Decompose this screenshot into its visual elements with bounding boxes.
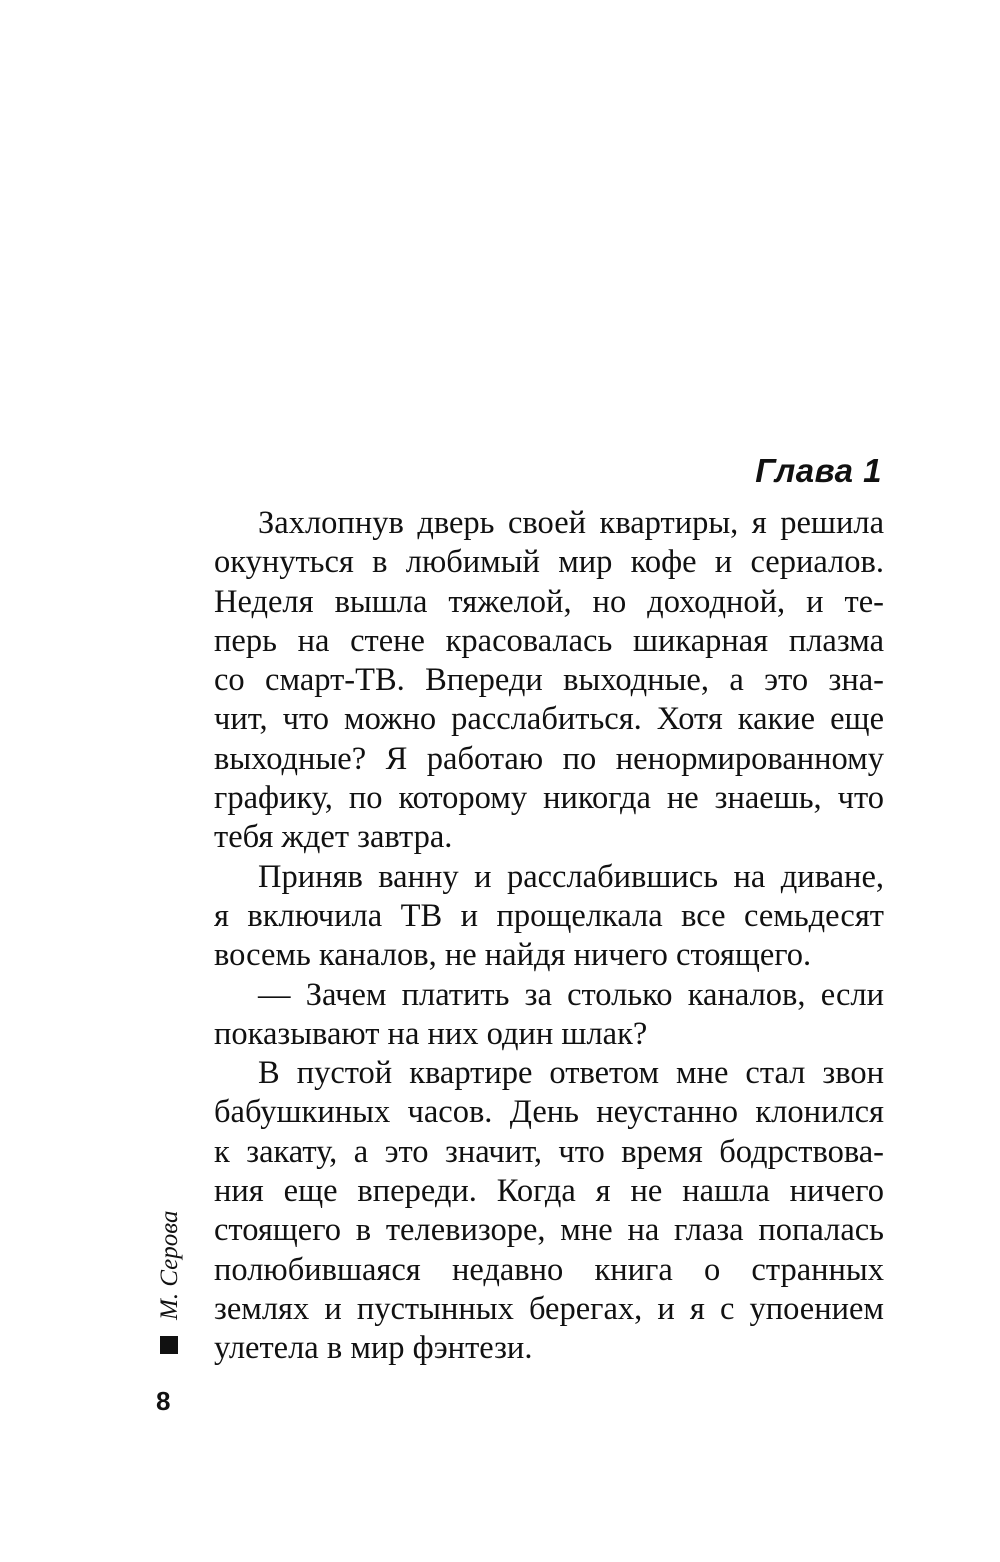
text-line: я включила ТВ и прощелкала все семьдесят (214, 897, 884, 934)
text-line: В пустой квартире ответом мне стал звон (258, 1055, 884, 1092)
text-line: к закату, а это значит, что время бодрствова- (214, 1133, 884, 1170)
running-head-author: М. Серова (156, 1210, 183, 1320)
text-line: бабушкиных часов. День неустанно клонился (214, 1094, 884, 1131)
text-line: Неделя вышла тяжелой, но доходной, и те- (214, 583, 884, 620)
text-line: Приняв ванну и расслабившись на диване, (258, 858, 884, 895)
text-line: окунуться в любимый мир кофе и сериалов. (214, 544, 884, 581)
text-line: стоящего в телевизоре, мне на глаза попалась (214, 1212, 884, 1249)
page-number: 8 (156, 1386, 171, 1416)
text-line: тебя ждет завтра. (214, 819, 453, 856)
text-line: улетела в мир фэнтези. (214, 1330, 533, 1367)
text-line: показывают на них один шлак? (214, 1015, 648, 1052)
text-line: графику, по которому никогда не знаешь, что (214, 780, 884, 817)
text-line: выходные? Я работаю по ненормированному (214, 740, 884, 777)
text-line: Захлопнув дверь своей квартиры, я решила (258, 505, 884, 541)
chapter-text (214, 504, 884, 1369)
text-line: перь на стене красовалась шикарная плазма (214, 622, 884, 659)
square-marker-icon (160, 1336, 178, 1354)
text-line: полюбившаяся недавно книга о странных (214, 1251, 884, 1288)
chapter-title: Глава 1 (755, 452, 882, 489)
text-line: со смарт-ТВ. Впереди выходные, а это зна- (214, 662, 884, 699)
text-line: восемь каналов, не найдя ничего стоящего. (214, 937, 812, 974)
text-line: землях и пустынных берегах, и я с упоением (214, 1290, 884, 1327)
text-line: ния еще впереди. Когда я не нашла ничего (214, 1173, 884, 1210)
text-line: чит, что можно расслабиться. Хотя какие еще (214, 701, 884, 738)
text-line: — Зачем платить за столько каналов, если (258, 976, 884, 1013)
